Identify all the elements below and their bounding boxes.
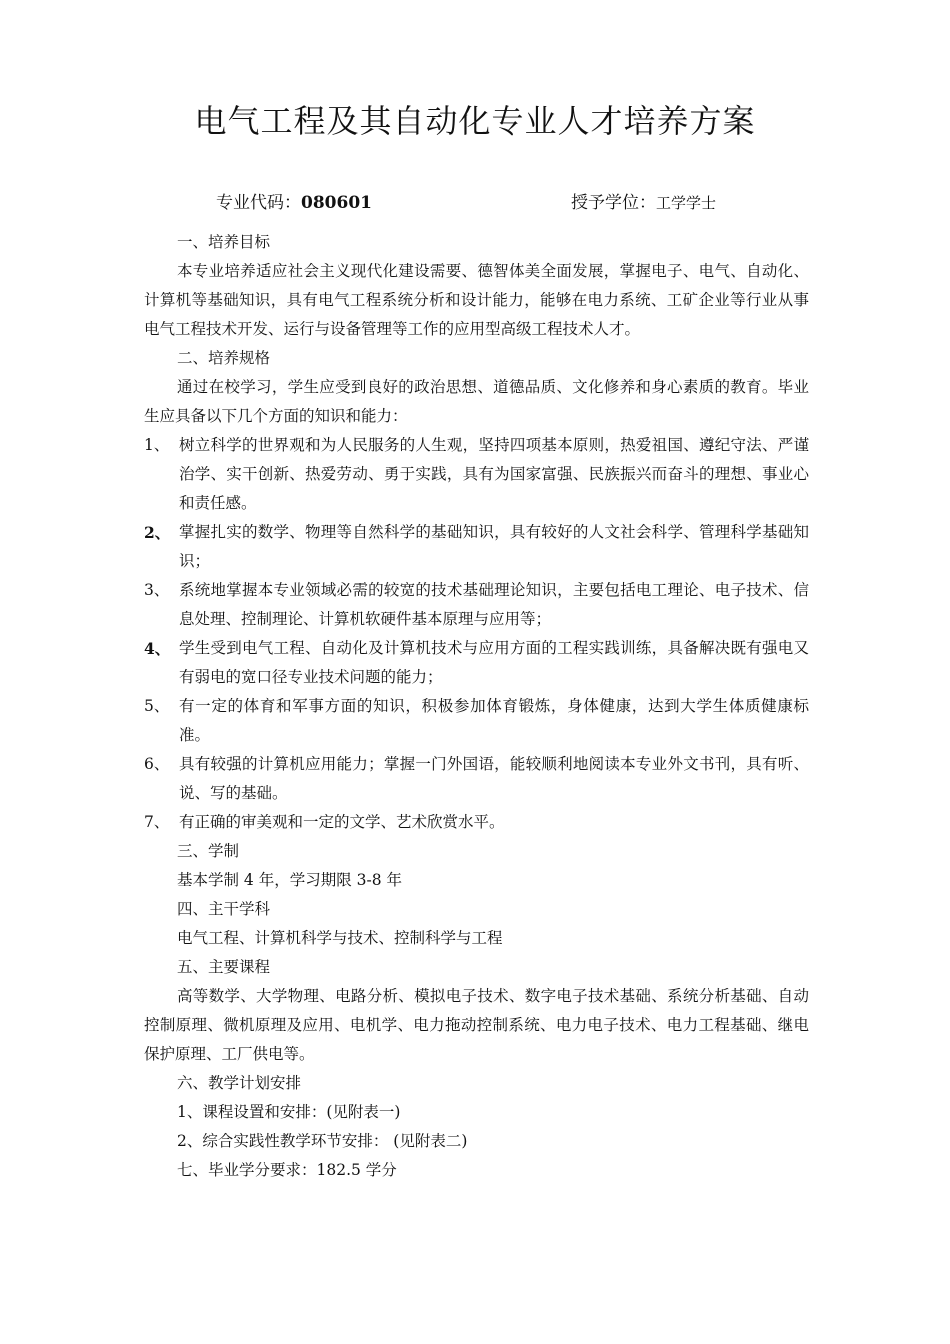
degree — [571, 188, 716, 213]
disciplines-text: 电气工程、计算机科学与技术、控制科学与工程 — [177, 929, 503, 947]
section-heading-courses: 五、主要课程 — [177, 958, 271, 976]
list-item — [144, 634, 809, 692]
spec-intro-paragraph: 通过在校学习，学生应受到良好的政治思想、道德品质、文化修养和身心素质的教育。毕业生应具备以下几个方面的知识和能力： — [144, 378, 809, 425]
section-heading-spec: 二、培养规格 — [177, 349, 271, 367]
duration-text: 基本学制 4 年，学习期限 3-8 年 — [177, 871, 403, 889]
list-item-text: 树立科学的世界观和为人民服务的人生观，坚持四项基本原则，热爱祖国、遵纪守法、严谨治学、实干创新、热爱劳动、勇于实践，具有为国家富强、民族振兴而奋斗的理想、事业心和责任感。 — [179, 436, 809, 512]
list-item — [144, 518, 809, 576]
list-item-number: 6、 — [144, 755, 170, 773]
list-item — [144, 692, 809, 750]
list-item-text: 有正确的审美观和一定的文学、艺术欣赏水平。 — [179, 813, 505, 831]
list-item-number: 1、 — [144, 436, 170, 454]
list-item-text: 系统地掌握本专业领域必需的较宽的技术基础理论知识，主要包括电工理论、电子技术、信息处理、控制理论、计算机软硬件基本原理与应用等； — [179, 581, 809, 628]
degree-value: 工学学士 — [656, 194, 717, 212]
section-heading-goal: 一、培养目标 — [177, 233, 271, 251]
list-item — [144, 431, 809, 518]
plan-item-1: 1、课程设置和安排：(见附表一) — [177, 1103, 401, 1121]
document-body — [144, 228, 809, 1185]
credit-requirement: 七、毕业学分要求：182.5 学分 — [177, 1161, 397, 1179]
list-item-text: 具有较强的计算机应用能力；掌握一门外国语，能较顺利地阅读本专业外文书刊，具有听、说、写的基础。 — [179, 755, 809, 802]
degree-label: 授予学位： — [571, 193, 656, 213]
courses-paragraph: 高等数学、大学物理、电路分析、模拟电子技术、数字电子技术基础、系统分析基础、自动控制原理、微机原理及应用、电机学、电力拖动控制系统、电力电子技术、电力工程基础、继电保护原理、工厂供电等。 — [144, 987, 809, 1063]
list-item-number: 5、 — [144, 697, 170, 715]
section-heading-disciplines: 四、主干学科 — [177, 900, 271, 918]
major-code-value: 080601 — [301, 193, 372, 213]
list-item-number: 4、 — [144, 639, 171, 658]
list-item-text: 学生受到电气工程、自动化及计算机技术与应用方面的工程实践训练，具备解决既有强电又有弱电的宽口径专业技术问题的能力； — [179, 639, 809, 686]
list-item-number: 2、 — [144, 523, 171, 542]
plan-item-2: 2、综合实践性教学环节安排： (见附表二) — [177, 1132, 468, 1150]
document-title: 电气工程及其自动化专业人才培养方案 — [194, 102, 756, 140]
section-heading-plan: 六、教学计划安排 — [177, 1074, 302, 1092]
major-code — [216, 188, 372, 213]
section-heading-duration: 三、学制 — [177, 842, 240, 860]
list-item — [144, 808, 809, 837]
list-item — [144, 576, 809, 634]
goal-paragraph: 本专业培养适应社会主义现代化建设需要、德智体美全面发展，掌握电子、电气、自动化、计算机等基础知识，具有电气工程系统分析和设计能力，能够在电力系统、工矿企业等行业从事电气工程技术开发、运行与设备管理等工作的应用型高级工程技术人才。 — [144, 262, 809, 338]
list-item-text: 有一定的体育和军事方面的知识，积极参加体育锻炼，身体健康，达到大学生体质健康标准。 — [179, 697, 809, 744]
list-item-number: 7、 — [144, 813, 170, 831]
list-item — [144, 750, 809, 808]
major-code-label: 专业代码： — [216, 193, 301, 213]
list-item-text: 掌握扎实的数学、物理等自然科学的基础知识，具有较好的人文社会科学、管理科学基础知识； — [179, 523, 809, 570]
list-item-number: 3、 — [144, 581, 170, 599]
